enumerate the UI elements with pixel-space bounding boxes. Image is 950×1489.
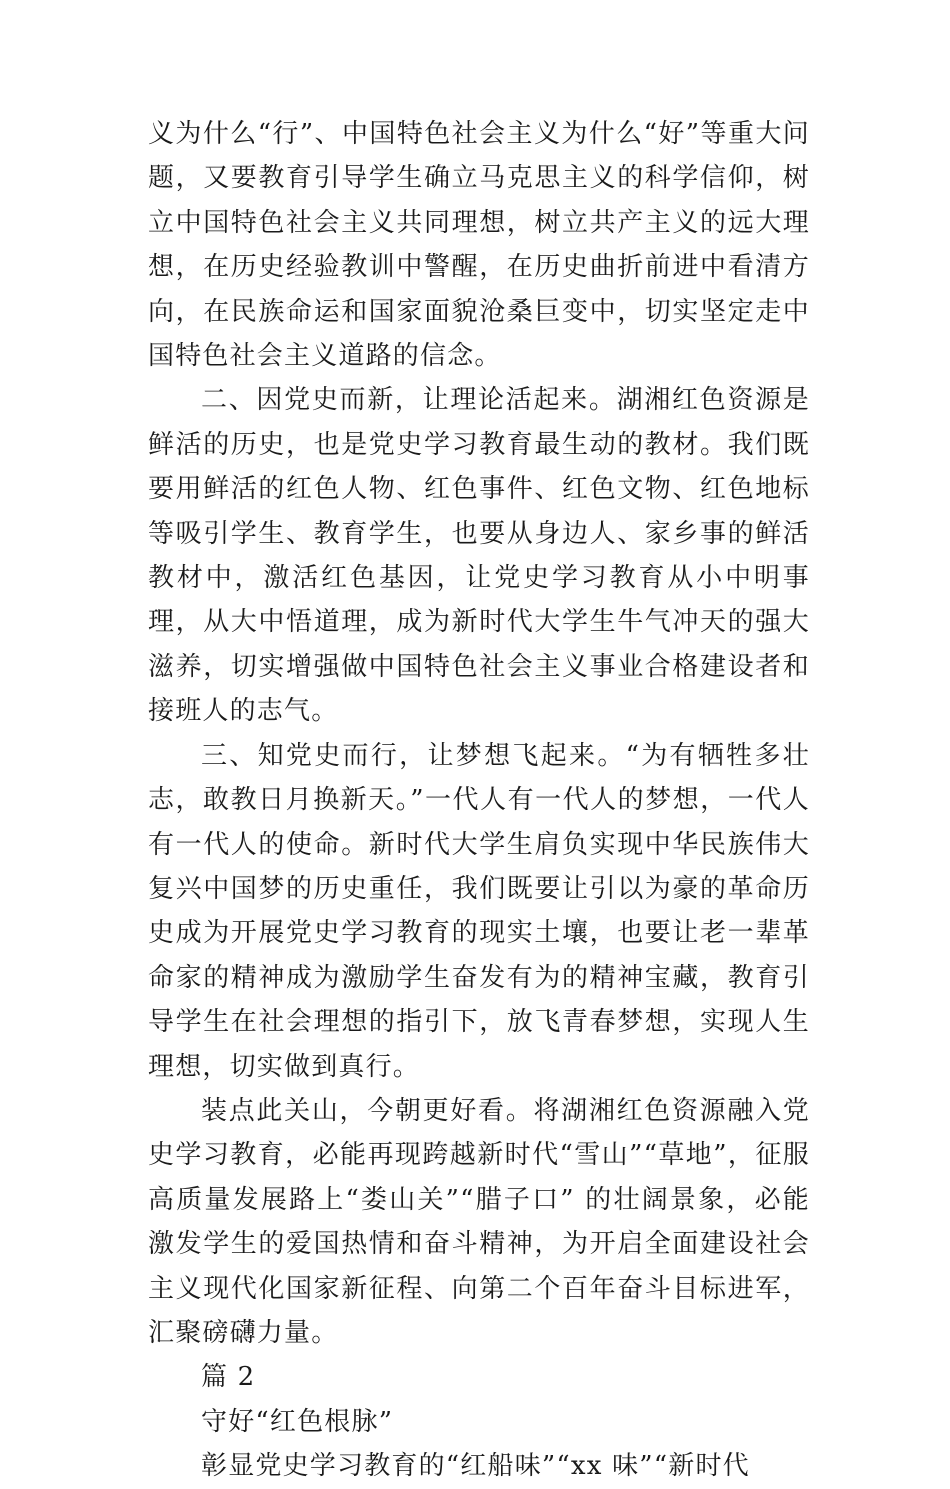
paragraph-3: 三、知党史而行，让梦想飞起来。“为有牺牲多壮志，敢教日月换新天。”一代人有一代人的梦想，一代人有一代人的使命。新时代大学生肩负实现中华民族伟大复兴中国梦的历史重任，我们既要让引以为豪的革命历史成为开展党史学习教育的现实土壤，也要让老一辈革命家的精神成为激励学生奋发有为的精神宝藏，教育引导学生在社会理想的指引下，放飞青春梦想，实现人生理想，切实做到真行。 xyxy=(148,740,810,1082)
document-page xyxy=(148,112,810,1489)
section-title: 守好“红色根脉” xyxy=(201,1406,394,1437)
paragraph-5: 彰显党史学习教育的“红船味”“xx 味”“新时代 xyxy=(201,1451,750,1482)
paragraph-4: 装点此关山，今朝更好看。将湖湘红色资源融入党史学习教育，必能再现跨越新时代“雪山”“草地”，征服高质量发展路上“娄山关”“腊子口” 的壮阔景象，必能激发学生的爱国热情和奋斗精神，为开启全面建设社会主义现代化国家新征程、向第二个百年奋斗目标进军，汇聚磅礴力量。 xyxy=(148,1095,810,1348)
paragraph-1: 义为什么“行”、中国特色社会主义为什么“好”等重大问题，又要教育引导学生确立马克思主义的科学信仰，树立中国特色社会主义共同理想，树立共产主义的远大理想，在历史经验教训中警醒，在历史曲折前进中看清方向，在民族命运和国家面貌沧桑巨变中，切实坚定走中国特色社会主义道路的信念。 xyxy=(148,119,810,372)
section-heading: 篇 2 xyxy=(201,1362,256,1393)
paragraph-2: 二、因党史而新，让理论活起来。湖湘红色资源是鲜活的历史，也是党史学习教育最生动的教材。我们既要用鲜活的红色人物、红色事件、红色文物、红色地标等吸引学生、教育学生，也要从身边人、家乡事的鲜活教材中，激活红色基因，让党史学习教育从小中明事理，从大中悟道理，成为新时代大学生牛气冲天的强大滋养，切实增强做中国特色社会主义事业合格建设者和接班人的志气。 xyxy=(148,385,810,727)
